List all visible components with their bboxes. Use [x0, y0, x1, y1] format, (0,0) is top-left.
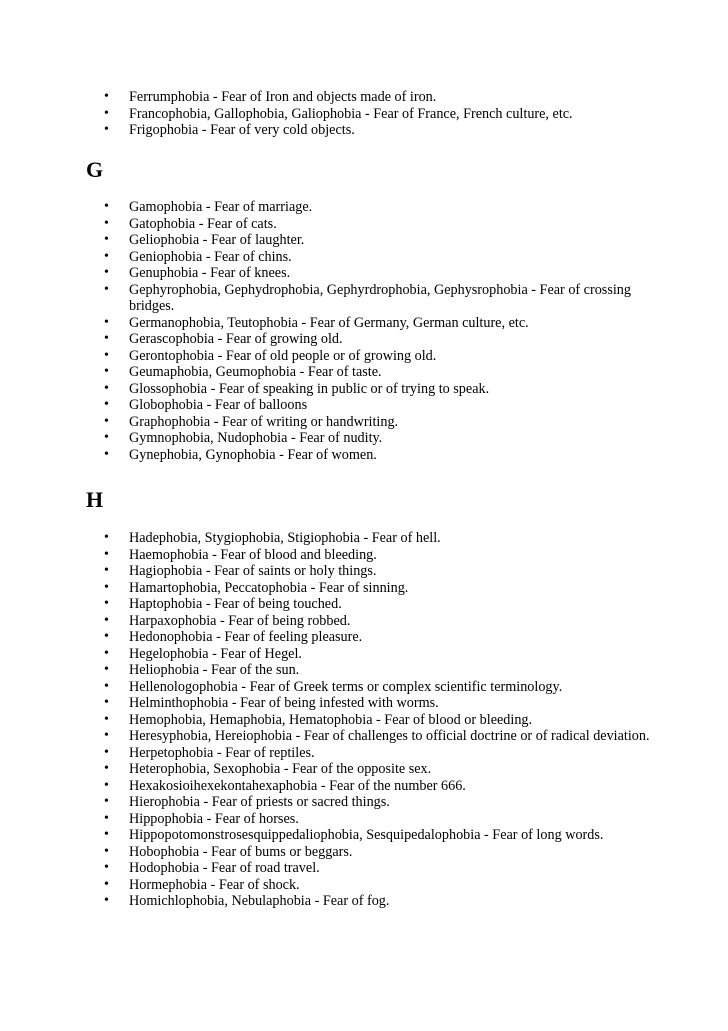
list-item: • Francophobia, Gallophobia, Galiophobia - Fear of France, French culture, etc.	[104, 106, 664, 123]
list-item: • Hobophobia - Fear of bums or beggars.	[104, 844, 664, 861]
list-item: • Gatophobia - Fear of cats.	[104, 216, 664, 233]
list-item: • Hemophobia, Hemaphobia, Hematophobia - Fear of blood or bleeding.	[104, 712, 664, 729]
section-heading-h: H	[86, 487, 104, 512]
list-item: • Hippophobia - Fear of horses.	[104, 811, 664, 828]
phobia-list-h	[104, 530, 664, 910]
list-item: • Frigophobia - Fear of very cold objects.	[104, 122, 664, 139]
list-item: • Hexakosioihexekontahexaphobia - Fear of the number 666.	[104, 778, 664, 795]
list-item: • Hamartophobia, Peccatophobia - Fear of sinning.	[104, 580, 664, 597]
list-item: • Hodophobia - Fear of road travel.	[104, 860, 664, 877]
list-item: • Heresyphobia, Hereiophobia - Fear of challenges to official doctrine or of radical deviation.	[104, 728, 664, 745]
list-item: • Heliophobia - Fear of the sun.	[104, 662, 664, 679]
list-item: • Genuphobia - Fear of knees.	[104, 265, 664, 282]
list-item: • Harpaxophobia - Fear of being robbed.	[104, 613, 664, 630]
list-item: • Haemophobia - Fear of blood and bleeding.	[104, 547, 664, 564]
phobia-list-g	[104, 199, 664, 463]
list-item: • Homichlophobia, Nebulaphobia - Fear of fog.	[104, 893, 664, 910]
list-item: • Geniophobia - Fear of chins.	[104, 249, 664, 266]
list-item: • Haptophobia - Fear of being touched.	[104, 596, 664, 613]
list-item: • Hagiophobia - Fear of saints or holy things.	[104, 563, 664, 580]
list-item: • Heterophobia, Sexophobia - Fear of the opposite sex.	[104, 761, 664, 778]
list-item: • Gymnophobia, Nudophobia - Fear of nudity.	[104, 430, 664, 447]
list-item: • Hierophobia - Fear of priests or sacred things.	[104, 794, 664, 811]
list-item: • Helminthophobia - Fear of being infested with worms.	[104, 695, 664, 712]
list-item: • Globophobia - Fear of balloons	[104, 397, 664, 414]
list-item: • Graphophobia - Fear of writing or handwriting.	[104, 414, 664, 431]
list-item: • Geumaphobia, Geumophobia - Fear of taste.	[104, 364, 664, 381]
list-item: • Gerascophobia - Fear of growing old.	[104, 331, 664, 348]
list-item: • Herpetophobia - Fear of reptiles.	[104, 745, 664, 762]
list-item: • Hippopotomonstrosesquippedaliophobia, Sesquipedalophobia - Fear of long words.	[104, 827, 664, 844]
list-item: • Gamophobia - Fear of marriage.	[104, 199, 664, 216]
list-item: • Hormephobia - Fear of shock.	[104, 877, 664, 894]
list-item: • Gynephobia, Gynophobia - Fear of women.	[104, 447, 664, 464]
list-item: • Geliophobia - Fear of laughter.	[104, 232, 664, 249]
list-item: • Hegelophobia - Fear of Hegel.	[104, 646, 664, 663]
list-item: • Ferrumphobia - Fear of Iron and objects made of iron.	[104, 89, 664, 106]
list-item: • Glossophobia - Fear of speaking in public or of trying to speak.	[104, 381, 664, 398]
section-heading-g: G	[86, 157, 104, 182]
list-item: • Gerontophobia - Fear of old people or of growing old.	[104, 348, 664, 365]
list-item: • Hellenologophobia - Fear of Greek terms or complex scientific terminology.	[104, 679, 664, 696]
list-item: • Gephyrophobia, Gephydrophobia, Gephyrdrophobia, Gephysrophobia - Fear of crossing bridges.	[104, 282, 664, 315]
list-item: • Germanophobia, Teutophobia - Fear of Germany, German culture, etc.	[104, 315, 664, 332]
list-item: • Hedonophobia - Fear of feeling pleasure.	[104, 629, 664, 646]
list-item: • Hadephobia, Stygiophobia, Stigiophobia - Fear of hell.	[104, 530, 664, 547]
phobia-list-f	[104, 89, 664, 139]
